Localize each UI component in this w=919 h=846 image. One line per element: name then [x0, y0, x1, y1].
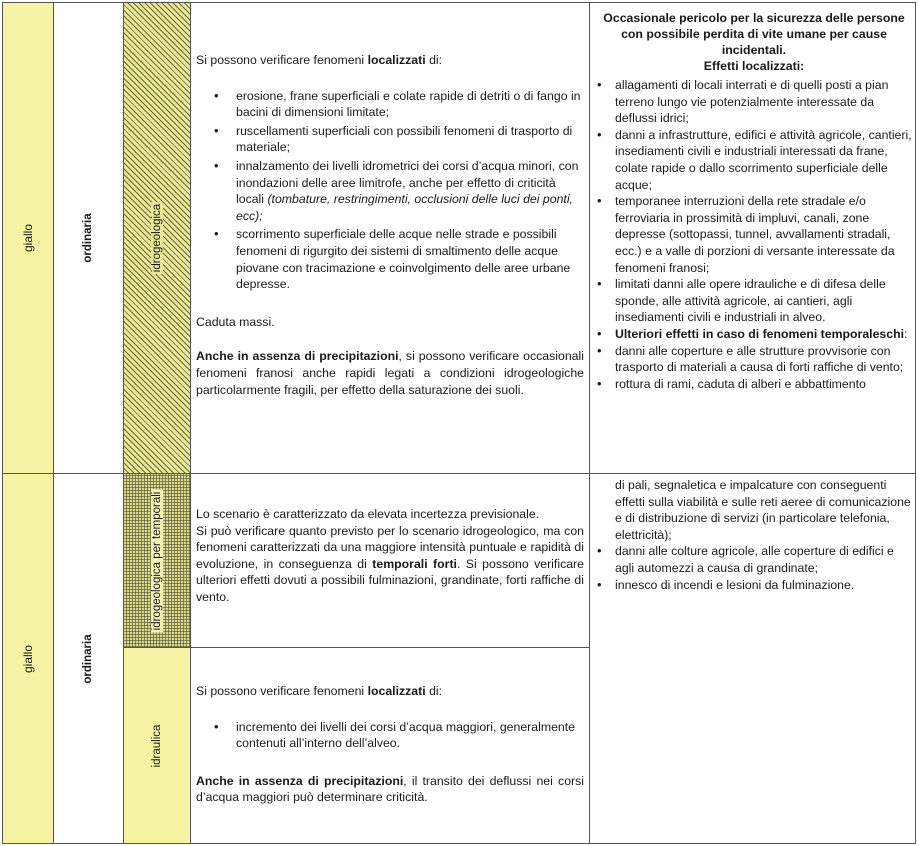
- table-border-bottom: [2, 843, 916, 844]
- list-item: • scorrimento superficiale delle acque nelle strade e possibili fenomeni di rigurgito dei sistemi di smaltimento delle acque piovane con tracimazione e coinvolgimento delle aree urbane depresse.: [196, 226, 584, 292]
- row1-type-label: idrogeologica: [150, 203, 163, 273]
- row2-color-cell: [2, 474, 53, 844]
- row1-color-label: giallo: [20, 223, 35, 253]
- row2-storm-scenario-cell: [196, 506, 584, 606]
- row1-caduta: Caduta massi.: [196, 314, 275, 329]
- hydraulic-list: [196, 719, 584, 752]
- col-divider-3: [190, 2, 191, 844]
- col-divider-2: [123, 2, 124, 844]
- row1-intro: Si possono verificare fenomeni localizzati di:: [196, 53, 443, 67]
- row-divider: [2, 473, 916, 474]
- row1-level-label: ordinaria: [82, 213, 94, 263]
- list-item: • ruscellamenti superficiali con possibili fenomeni di trasporto di materiale;: [196, 123, 584, 156]
- list-item: • rottura di rami, caduta di alberi e abbattimento: [593, 376, 915, 393]
- hydraulic-absence: Anche in assenza di precipitazioni, il transito dei deflussi nei corsi d’acqua maggiori può determinare criticità.: [196, 773, 585, 805]
- list-item: • erosione, frane superficiali e colate rapide di detriti o di fango in bacini di dimensioni limitate;: [196, 88, 584, 121]
- list-item: • innesco di incendi e lesioni da fulminazione.: [593, 577, 915, 594]
- storm-description: Si può verificare quanto previsto per lo scenario idrogeologico, ma con fenomeni caratterizzati da una maggiore intensità puntuale e rapidità di evoluzione, in conseguenza di temporali forti. Si possono verificare ulteriori effetti dovuti a possibili fulminazioni, grandinate, forti raffiche di vento.: [196, 523, 584, 604]
- effects-continuation-list: [593, 543, 915, 593]
- danger-heading: Occasionale pericolo per la sicurezza delle persone con possibile perdita di vite umane per cause incidentali.: [603, 11, 905, 57]
- storm-uncertainty: Lo scenario è caratterizzato da elevata incertezza previsionale.: [196, 507, 540, 521]
- row1-absence: Anche in assenza di precipitazioni, si possono verificare occasionali fenomeni franosi anche rapidi legati a condizioni idrogeologiche particolarmente fragili, per effetto della saturazione dei suoli.: [196, 349, 584, 397]
- effects-continuation: di pali, segnaletica e impalcature con conseguenti effetti sulla viabilità e sulle reti aeree di comunicazione e di distribuzione di servizi (in particolare telefonia, elettricità);: [615, 478, 911, 542]
- row2-level-label: ordinaria: [82, 634, 94, 684]
- col-divider-1: [53, 2, 54, 844]
- list-item: • danni a infrastrutture, edifici e attività agricole, cantieri, insediamenti civili e industriali interessati da frane, colate rapide o dallo scorrimento superficiale delle acque;: [593, 127, 915, 193]
- list-item: • temporanee interruzioni della rete stradale e/o ferroviaria in prossimità di impluvi, canali, zone depresse (sottopassi, tunnel, avvallamenti stradali, ecc.) e a valle di porzioni di versante interessate da fenomeni franosi;: [593, 193, 915, 276]
- row1-scenario-cell: [196, 52, 584, 398]
- row2-level-cell: [53, 474, 123, 844]
- row1-level-cell: [53, 2, 123, 474]
- row2-storm-type-cell: [123, 474, 190, 647]
- effects-list: [593, 77, 915, 392]
- list-item: • limitati danni alle opere idrauliche e di difesa delle sponde, alle attività agricole, ai cantieri, agli insediamenti civili e industriali in alveo.: [593, 276, 915, 326]
- local-effects-heading: Effetti localizzati:: [703, 59, 805, 73]
- list-item: • danni alle coperture e alle strutture provvisorie con trasporto di materiali a causa di forti raffiche di vento;: [593, 343, 915, 376]
- row2-hydraulic-type-label: idraulica: [150, 724, 163, 767]
- effects-upper-cell: [593, 10, 915, 392]
- table-border-top: [2, 2, 916, 3]
- table-border-right: [915, 2, 916, 844]
- list-item: • innalzamento dei livelli idrometrici dei corsi d’acqua minori, con inondazioni delle aree limitrofe, anche per effetto di criticità locali (tombature, restringimenti, occlusioni delle luci dei ponti, ecc);: [196, 158, 584, 224]
- effects-lower-cell: [593, 477, 915, 593]
- row1-type-cell: [123, 2, 190, 474]
- row2-subdivider: [123, 647, 590, 648]
- row2-color-label: giallo: [20, 644, 35, 674]
- row2-hydraulic-type-cell: [123, 647, 190, 844]
- hydraulic-intro: Si possono verificare fenomeni localizzati di:: [196, 684, 443, 698]
- table-border-left: [2, 2, 3, 844]
- list-item: • allagamenti di locali interrati e di quelli posti a pian terreno lungo vie potenzialmente interessate da deflussi idrici;: [593, 77, 915, 127]
- row1-phenomena-list: [196, 88, 584, 293]
- row1-color-cell: [2, 2, 53, 474]
- list-item: • incremento dei livelli dei corsi d’acqua maggiori, generalmente contenuti all’interno dell’alveo.: [196, 719, 584, 752]
- col-divider-4: [589, 2, 590, 844]
- row2-hydraulic-scenario-cell: [196, 683, 584, 806]
- list-item: • Ulteriori effetti in caso di fenomeni temporaleschi:: [593, 326, 915, 343]
- list-item: • danni alle colture agricole, alle coperture di edifici e agli automezzi a causa di grandinate;: [593, 543, 915, 576]
- row2-storm-type-label: idrogeologica per temporali: [150, 491, 163, 630]
